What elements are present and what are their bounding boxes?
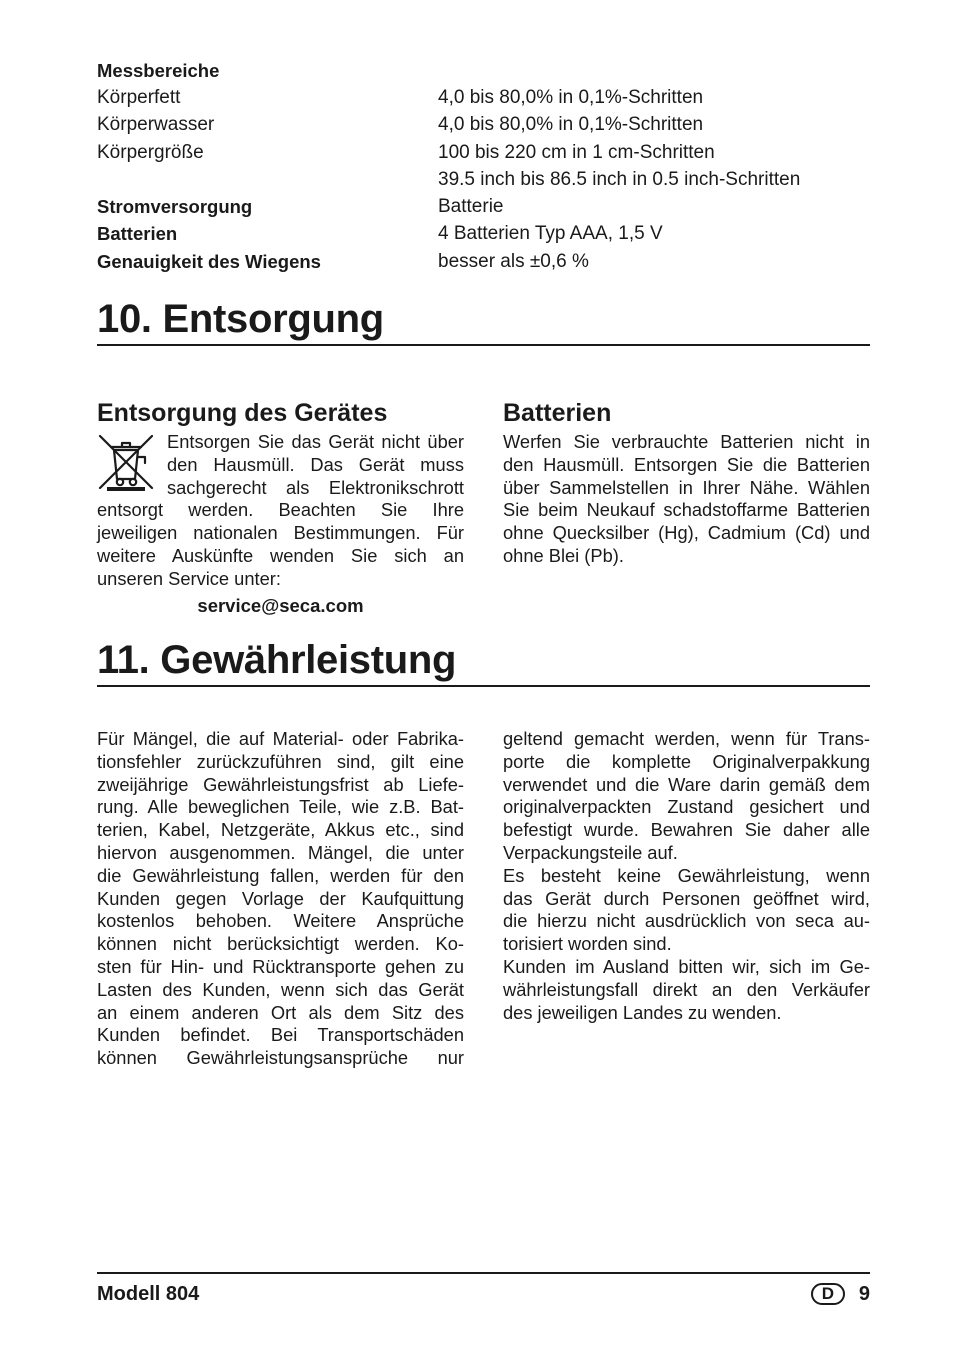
footer-divider bbox=[97, 1272, 870, 1274]
battery-disposal-text: Werfen Sie verbrauchte Batterien nicht in den Hausmüll. Entsorgen Sie die Batterien über Sammelstellen in Ihrer Nähe. Wählen Sie beim Neukauf schadstoffarme Batterien ohne Quecksilber (Hg), Cadmium (Cd) und ohne Blei (Pb). bbox=[503, 431, 870, 566]
text-line: das Gerät durch Personen geöffnet wird, bbox=[503, 887, 870, 909]
text-line: geltend gemacht werden, wenn für Trans- bbox=[503, 728, 870, 749]
spec-row bbox=[97, 84, 870, 111]
page-footer bbox=[97, 1280, 870, 1308]
spec-label: Körperwasser bbox=[97, 114, 215, 136]
spec-label: Genauigkeit des Wiegens bbox=[97, 250, 321, 272]
section-title-disposal: 10. Entsorgung bbox=[97, 296, 870, 346]
device-disposal-text bbox=[97, 431, 464, 591]
model-name: Modell 804 bbox=[97, 1282, 200, 1305]
spec-value: 100 bis 220 cm in 1 cm-Schritten bbox=[438, 141, 715, 163]
text-line: rung. Alle beweglichen Teile, wie z.B. Bat- bbox=[97, 796, 464, 818]
text-line: verwendet und die Ware darin gemäß dem bbox=[503, 773, 870, 795]
text-line: können Gewährleistungsansprüche nur bbox=[97, 1047, 464, 1069]
text-line: Kunden im Ausland bitten wir, sich im Ge- bbox=[503, 955, 870, 977]
text-line: Für Mängel, die auf Material- oder Fabrika- bbox=[97, 728, 464, 749]
spec-row bbox=[97, 139, 870, 166]
battery-disposal-heading: Batterien bbox=[503, 399, 612, 427]
text-line: an einem anderen Ort als dem Sitz des bbox=[97, 1001, 464, 1023]
text-line: Kunden befindet. Bei Transportschäden bbox=[97, 1024, 464, 1046]
text-line: währleistungsfall direkt an den Verkäufer bbox=[503, 978, 870, 1000]
footer-page-info bbox=[811, 1283, 870, 1306]
text-line: die hierzu nicht ausdrücklich von seca au- bbox=[503, 910, 870, 932]
text-line: zweijährige Gewährleistungsfrist ab Liefe- bbox=[97, 773, 464, 795]
warranty-right-column bbox=[503, 728, 870, 1024]
spec-label: Körpergröße bbox=[97, 141, 204, 163]
page-number: 9 bbox=[858, 1282, 870, 1305]
text-line: sten für Hin- und Rücktransporte gehen zu bbox=[97, 955, 464, 977]
text-line: Lasten des Kunden, wenn sich das Gerät bbox=[97, 978, 464, 1000]
spec-value: Batterie bbox=[438, 196, 504, 218]
spec-value: 4,0 bis 80,0% in 0,1%-Schritten bbox=[438, 86, 704, 108]
spec-value: 39.5 inch bis 86.5 inch in 0.5 inch-Schritten bbox=[438, 168, 801, 190]
text-line: Kunden gegen Vorlage der Kaufquittung bbox=[97, 887, 464, 909]
text-line: terien, Kabel, Netzgeräte, Akkus etc., sind bbox=[97, 819, 464, 841]
text-line: die Gewährleistung fallen, werden für den bbox=[97, 864, 464, 886]
spec-label: Batterien bbox=[97, 223, 178, 245]
spec-row bbox=[97, 248, 870, 275]
spec-row bbox=[97, 193, 870, 220]
text-line: können nicht berücksichtigt werden. Ko- bbox=[97, 933, 464, 955]
text-line: tionsfehler zurückzuführen sind, gilt eine bbox=[97, 750, 464, 772]
device-disposal-column bbox=[97, 398, 464, 617]
spec-row bbox=[97, 221, 870, 248]
device-disposal-heading: Entsorgung des Gerätes bbox=[97, 399, 388, 427]
spec-label: Körperfett bbox=[97, 86, 181, 108]
text-line: kostenlos behoben. Weitere Ansprüche bbox=[97, 910, 464, 932]
text-line: torisiert worden sind. bbox=[503, 933, 672, 955]
text-line: porte die komplette Originalverpakkung bbox=[503, 750, 870, 772]
text-line: Es besteht keine Gewährleistung, wenn bbox=[503, 864, 870, 886]
crossed-out-wheelie-bin-icon bbox=[97, 433, 155, 491]
text-line: originalverpackten Zustand gesichert und bbox=[503, 796, 870, 818]
spec-row bbox=[97, 166, 870, 193]
spec-label: Messbereiche bbox=[97, 59, 220, 81]
device-disposal-body: Entsorgen Sie das Gerät nicht über den Hausmüll. Das Gerät muss sachgerecht als Elektronikschrott entsorgt werden. Beachten Sie Ihre jeweiligen nationalen Bestimmungen. Für weitere Auskünfte wenden Sie sich an unseren Service unter: bbox=[97, 431, 464, 589]
spec-row bbox=[97, 57, 870, 84]
spec-value: besser als ±0,6 % bbox=[438, 250, 589, 272]
text-line: hiervon ausgenommen. Mängel, die unter bbox=[97, 841, 464, 863]
warranty-left-column bbox=[97, 728, 464, 1070]
battery-disposal-column bbox=[503, 398, 870, 568]
text-line: Verpackungsteile auf. bbox=[503, 841, 678, 863]
spec-value: 4 Batterien Typ AAA, 1,5 V bbox=[438, 223, 663, 245]
text-line: befestigt wurde. Bewahren Sie daher alle bbox=[503, 819, 870, 841]
spec-label: Stromversorgung bbox=[97, 196, 253, 218]
language-badge: D bbox=[811, 1283, 845, 1305]
section-title-warranty: 11. Gewährleistung bbox=[97, 637, 870, 687]
service-email: service@seca.com bbox=[197, 594, 364, 616]
spec-value: 4,0 bis 80,0% in 0,1%-Schritten bbox=[438, 114, 704, 136]
spec-row bbox=[97, 112, 870, 139]
text-line: des jeweiligen Landes zu wenden. bbox=[503, 1001, 782, 1023]
spec-table bbox=[97, 57, 870, 275]
